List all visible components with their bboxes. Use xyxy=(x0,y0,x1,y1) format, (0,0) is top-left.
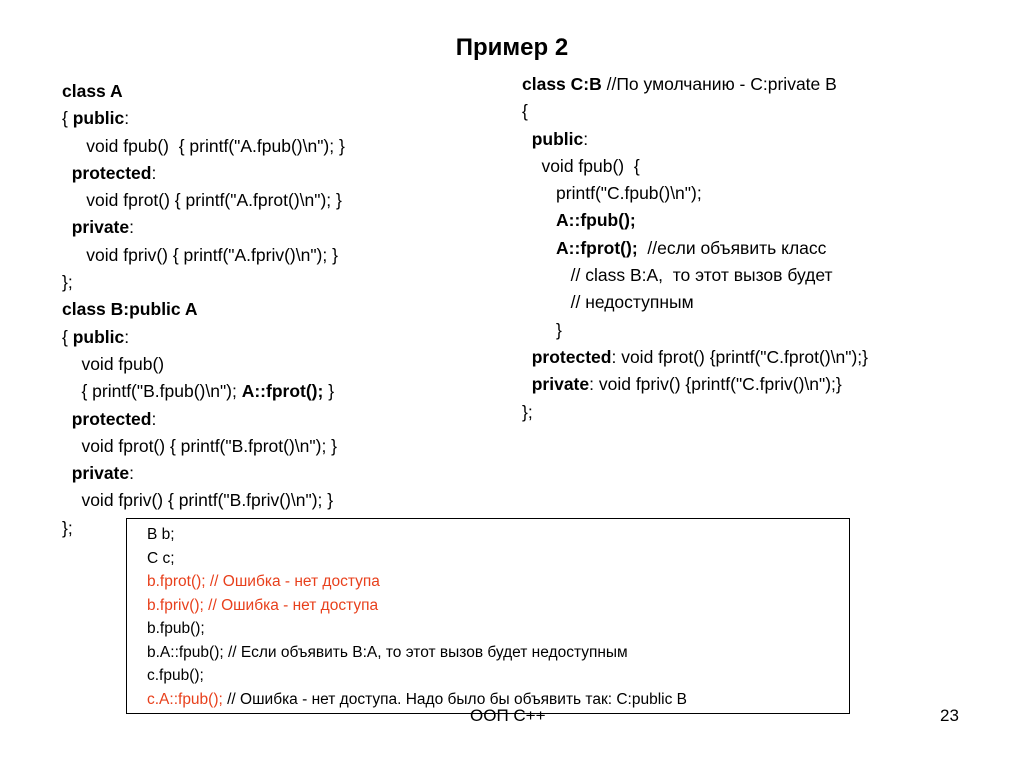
code-segment: void fpriv() { printf("B.fpriv()\n"); } xyxy=(62,490,334,511)
code-segment: : xyxy=(151,162,157,183)
code-segment: c.fpub(); xyxy=(147,667,204,684)
code-line xyxy=(522,289,868,316)
code-segment: b.fprot(); // Ошибка - нет доступа xyxy=(147,573,380,590)
usage-line xyxy=(147,641,849,665)
code-line xyxy=(62,78,345,105)
code-line xyxy=(62,460,345,487)
code-segment: void fpub() { xyxy=(522,155,640,176)
code-segment xyxy=(522,347,532,367)
code-segment: public xyxy=(72,108,125,129)
usage-line xyxy=(147,617,849,641)
code-segment: : xyxy=(129,217,134,238)
usage-code-box xyxy=(126,518,850,714)
code-segment xyxy=(522,210,556,230)
code-line xyxy=(62,242,345,269)
code-segment: class C:B xyxy=(522,74,602,94)
code-line xyxy=(62,105,345,132)
code-segment: c.A::fpub(); xyxy=(147,690,223,708)
code-line xyxy=(62,160,345,187)
code-segment: protected xyxy=(71,162,152,183)
code-line xyxy=(522,98,868,125)
code-segment: void fprot() { printf("B.fprot()\n"); } xyxy=(62,435,338,456)
footer-text: ООП C++ xyxy=(470,706,546,725)
code-line xyxy=(62,296,345,323)
code-segment xyxy=(62,217,72,237)
code-segment: } xyxy=(323,381,335,402)
code-segment: }; xyxy=(62,272,73,293)
code-segment: C c; xyxy=(147,549,175,567)
code-segment: : void fpriv() {printf("C.fpriv()\n");} xyxy=(589,374,842,395)
code-line xyxy=(522,126,868,153)
code-line xyxy=(522,371,868,398)
code-segment: { printf("B.fpub()\n"); xyxy=(62,381,242,402)
code-segment: b.fpriv(); // Ошибка - нет доступа xyxy=(147,596,379,614)
code-segment: : xyxy=(151,408,157,429)
code-line xyxy=(62,378,345,405)
usage-line xyxy=(147,594,849,618)
code-segment: A::fprot(); xyxy=(241,381,324,402)
code-segment xyxy=(62,409,72,429)
code-line xyxy=(62,214,345,241)
usage-line xyxy=(147,547,849,571)
code-segment: public xyxy=(72,326,125,347)
code-line xyxy=(62,269,345,296)
code-line xyxy=(522,153,868,180)
code-segment xyxy=(522,129,532,149)
code-segment: void fpub() { printf("A.fpub()\n"); } xyxy=(62,135,345,156)
code-line xyxy=(62,487,345,514)
page-number: 23 xyxy=(940,706,959,725)
code-line xyxy=(522,399,868,426)
code-segment: //По умолчанию - C:private B xyxy=(601,74,837,94)
code-line xyxy=(522,262,868,289)
code-segment: }; xyxy=(522,401,533,422)
code-segment xyxy=(522,374,532,394)
code-segment: // class B:A, то этот вызов будет xyxy=(522,265,833,286)
code-segment: { xyxy=(62,108,73,129)
code-segment: : xyxy=(129,463,134,484)
code-segment: printf("C.fpub()\n"); xyxy=(522,183,702,204)
code-line xyxy=(62,133,345,160)
code-line xyxy=(522,317,868,344)
usage-line xyxy=(147,570,849,594)
code-segment: A::fprot(); xyxy=(556,237,638,258)
code-segment: // Ошибка - нет доступа. Надо было бы объявить так: C:public B xyxy=(222,690,688,708)
code-segment: private xyxy=(71,463,130,484)
code-segment: class B:public A xyxy=(62,299,198,320)
code-line xyxy=(522,207,868,234)
code-line xyxy=(522,235,868,262)
code-segment: class A xyxy=(62,81,123,101)
code-segment: //если объявить класс xyxy=(637,237,827,258)
code-segment: B b; xyxy=(147,526,175,543)
code-line xyxy=(62,406,345,433)
code-segment: protected xyxy=(531,346,612,367)
code-segment: { xyxy=(522,101,528,122)
code-segment: // недоступным xyxy=(522,292,694,313)
code-segment: } xyxy=(522,319,562,340)
code-segment: : xyxy=(583,128,589,149)
code-line xyxy=(62,351,345,378)
slide-title: Пример 2 xyxy=(455,34,569,61)
code-segment: { xyxy=(62,326,73,347)
code-segment: A::fpub(); xyxy=(556,210,636,231)
usage-line xyxy=(147,664,849,688)
code-segment: private xyxy=(71,217,130,238)
code-segment: void fpriv() { printf("A.fpriv()\n"); } xyxy=(62,244,338,265)
class-ab-code xyxy=(62,78,345,542)
code-segment: void fprot() { printf("A.fprot()\n"); } xyxy=(62,190,342,211)
code-segment: b.fpub(); xyxy=(147,620,205,637)
code-line xyxy=(62,324,345,351)
code-segment: protected xyxy=(71,408,152,429)
code-segment xyxy=(522,238,556,258)
code-line xyxy=(62,433,345,460)
code-segment: : xyxy=(124,108,130,129)
code-segment: : void fprot() {printf("C.fprot()\n");} xyxy=(611,346,868,367)
code-segment: public xyxy=(531,128,584,149)
code-line xyxy=(522,71,868,98)
usage-line xyxy=(147,523,849,547)
code-line xyxy=(62,187,345,214)
code-segment: }; xyxy=(62,517,73,538)
code-segment: void fpub() xyxy=(62,353,165,374)
code-line xyxy=(522,344,868,371)
code-segment xyxy=(62,163,72,183)
code-line xyxy=(522,180,868,207)
code-segment: : xyxy=(124,326,130,347)
code-segment: b.A::fpub(); // Если объявить B:A, то этот вызов будет недоступным xyxy=(147,643,628,661)
class-c-code xyxy=(522,71,868,426)
code-segment: private xyxy=(531,374,590,395)
code-segment xyxy=(62,463,72,483)
